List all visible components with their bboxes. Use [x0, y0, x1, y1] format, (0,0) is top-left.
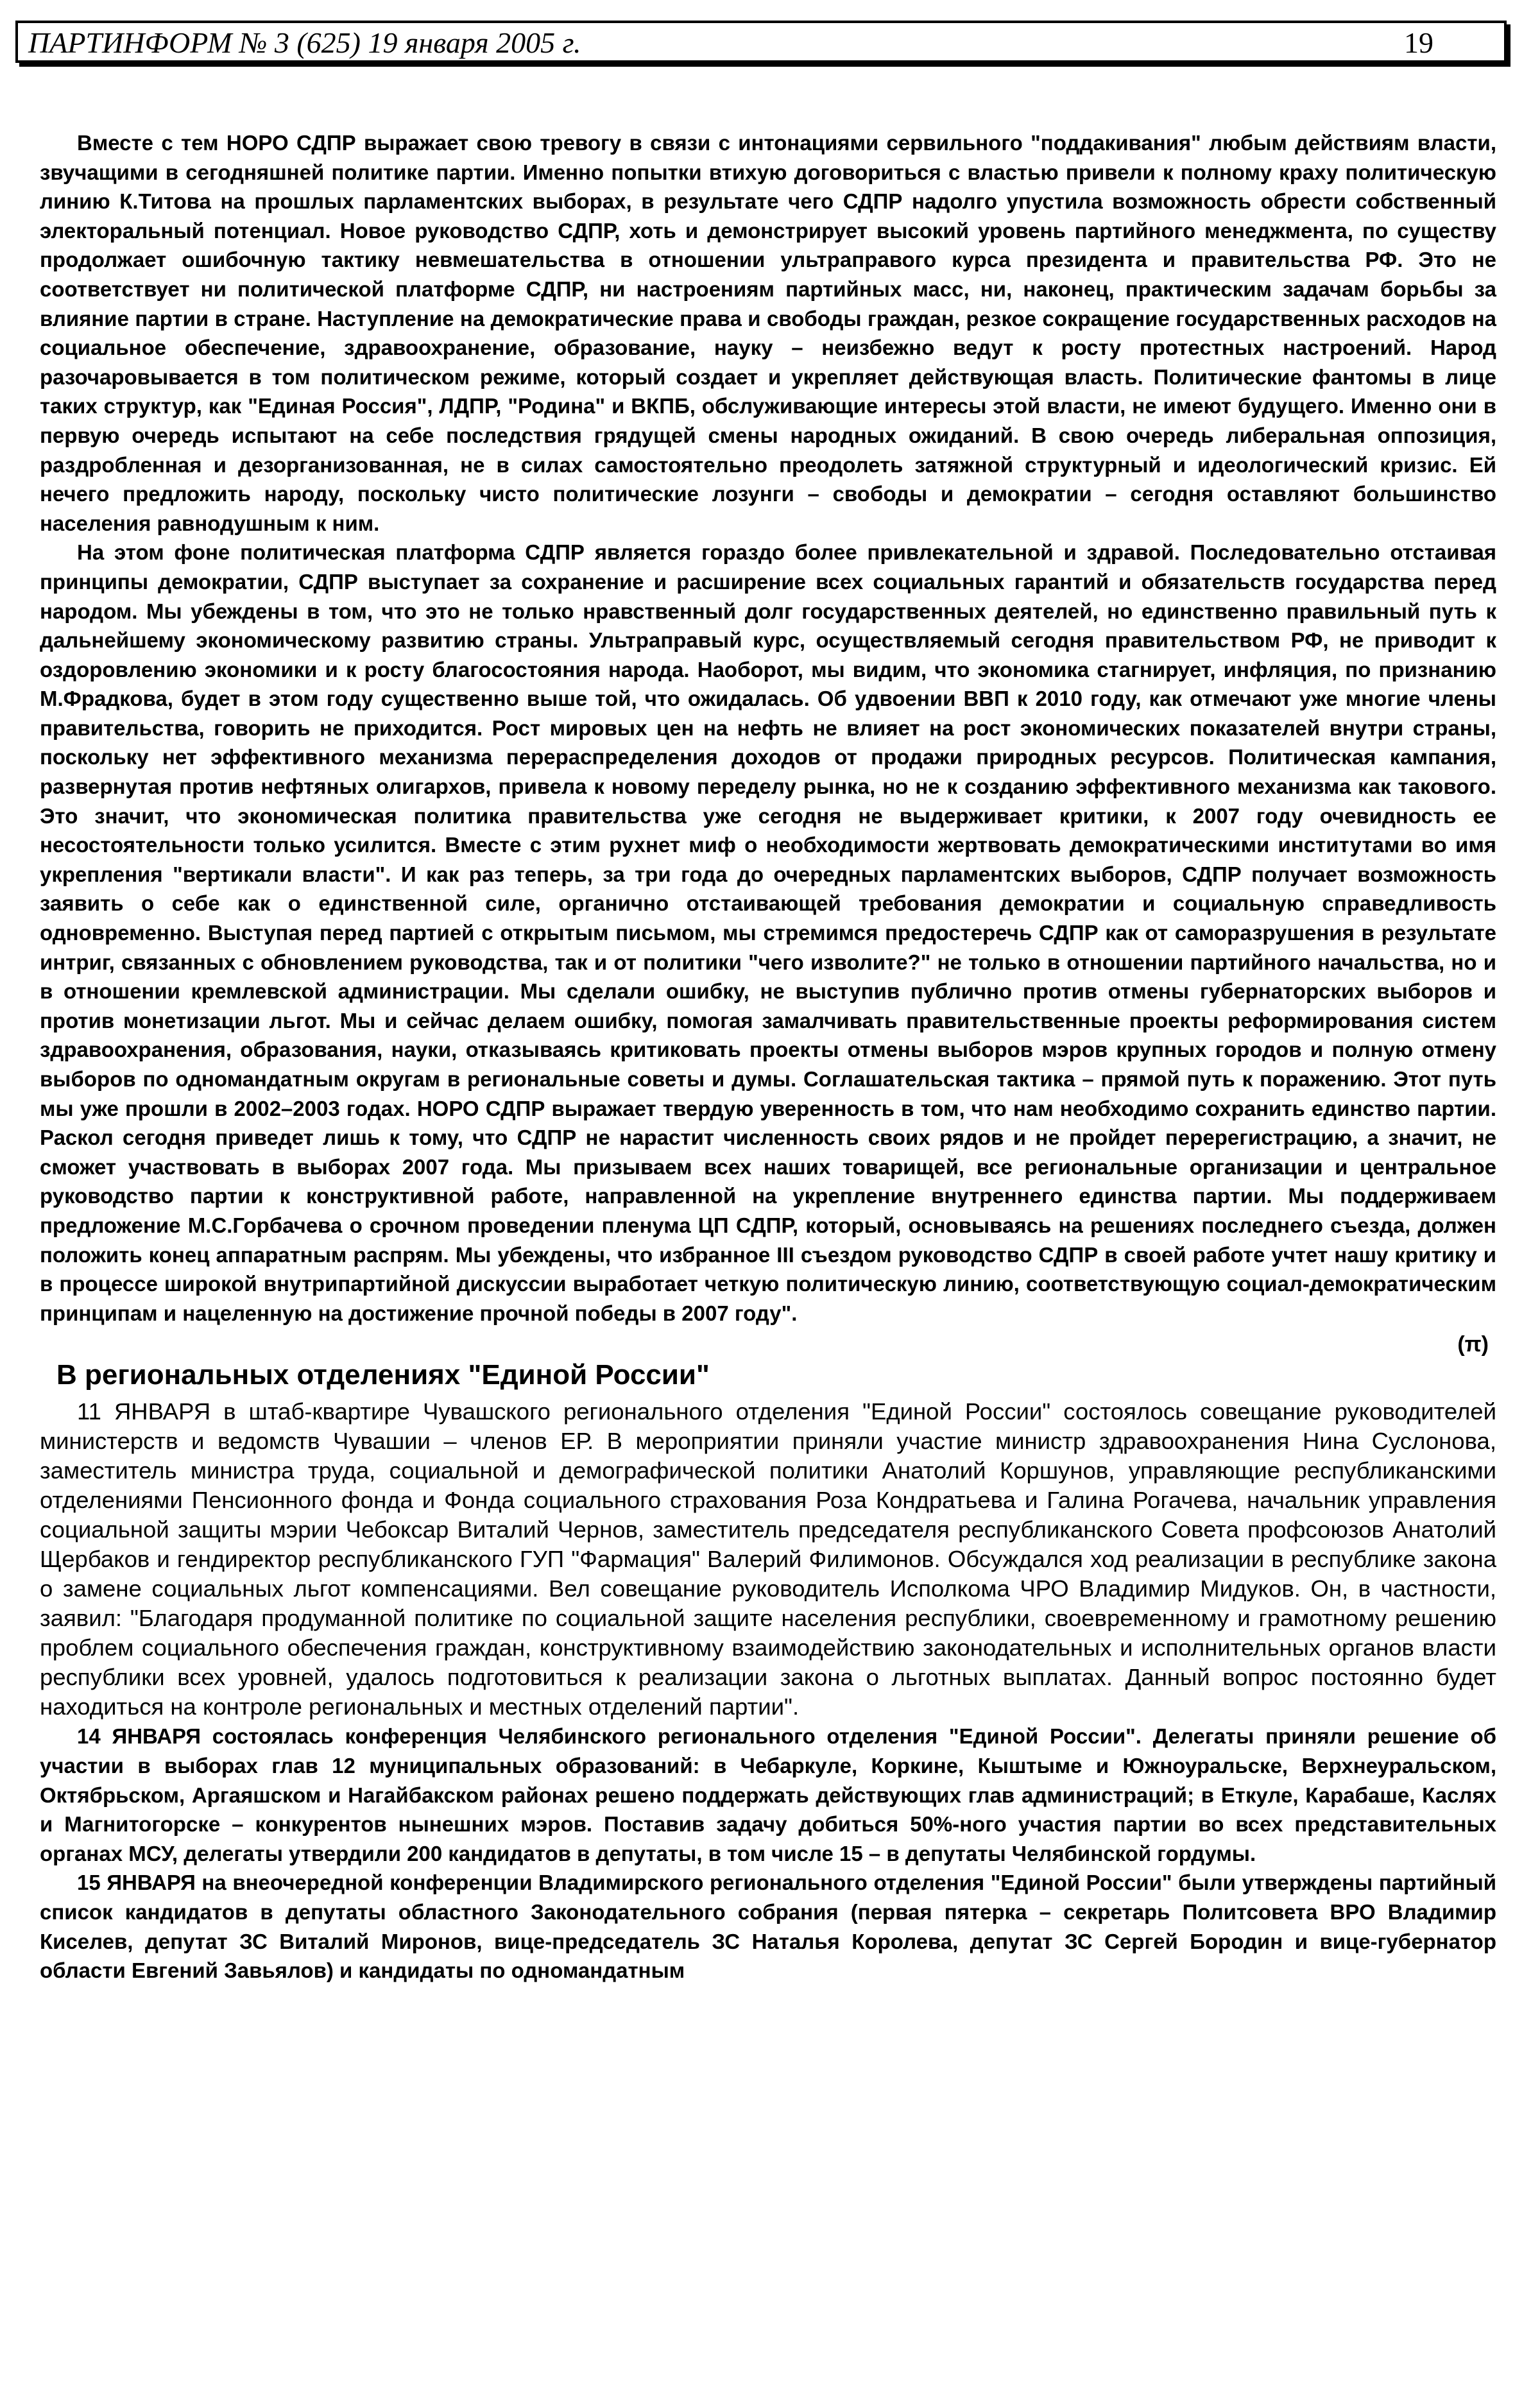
- article-paragraph: 15 ЯНВАРЯ на внеочередной конференции Владимирского регионального отделения "Единой России" были утверждены партийный список кандидатов в депутаты областного Законодательного собрания (первая пятерка – секретарь Политсовета ВРО Владимир Киселев, депутат ЗС Виталий Миронов, вице-председатель ЗС Наталья Королева, депутат ЗС Сергей Бородин и вице-губернатор области Евгений Завьялов) и кандидаты по одномандатным: [40, 1871, 1496, 1983]
- article-paragraph: 11 ЯНВАРЯ в штаб-квартире Чувашского регионального отделения "Единой России" состоялось совещание руководителей министерств и ведомств Чувашии – членов ЕР. В мероприятии приняли участие министр здравоохранения Нина Суслонова, заместитель министра труда, социальной и демографической политики Анатолий Коршунов, управляющие республиканскими отделениями Пенсионного фонда и Фонда социального страхования Роза Кондратьева и Галина Рогачева, начальник управления социальной защиты мэрии Чебоксар Виталий Чернов, заместитель председателя республиканского Совета профсоюзов Анатолий Щербаков и гендиректор республиканского ГУП "Фармация" Валерий Филимонов. Обсуждался ход реализации в республике закона о замене социальных льгот компенсациями. Вел совещание руководитель Исполкома ЧРО Владимир Мидуков. Он, в частности, заявил: "Благодаря продуманной политике по социальной защите населения республики, своевременному и грамотному решению проблем социального обеспечения граждан, конструктивному взаимодействию законодательных и исполнительных органов власти республики всех уровней, удалось подготовиться к реализации закона о льготных выплатах. Данный вопрос постоянно будет находиться на контроле региональных и местных отделений партии".: [40, 1398, 1496, 1720]
- section-heading: В региональных отделениях "Единой России": [56, 1359, 710, 1391]
- article-paragraph: Вместе с тем НОРО СДПР выражает свою тревогу в связи с интонациями сервильного "поддакивания" любым действиям власти, звучащими в сегодняшней политике партии. Именно попытки втихую договориться с властью привели к полному краху политическую линию К.Титова на прошлых парламентских выборах, в результате чего СДПР надолго упустила возможность обрести собственный электоральный потенциал. Новое руководство СДПР, хоть и демонстрирует высокий уровень партийного менеджмента, по существу продолжает ошибочную тактику невмешательства в отношении ультраправого курса президента и правительства РФ. Это не соответствует ни политической платформе СДПР, ни настроениям партийных масс, ни, наконец, практическим задачам борьбы за влияние партии в стране. Наступление на демократические права и свободы граждан, резкое сокращение государственных расходов на социальное обеспечение, здравоохранение, образование, науку – неизбежно ведут к росту протестных настроений. Народ разочаровывается в том политическом режиме, который создает и укрепляет действующая власть. Политические фантомы в лице таких структур, как "Единая Россия", ЛДПР, "Родина" и ВКПБ, обслуживающие интересы этой власти, не имеют будущего. Именно они в первую очередь испытают на себе последствия грядущей смены народных ожиданий. В свою очередь либеральная оппозиция, раздробленная и дезорганизованная, не в силах самостоятельно преодолеть затяжной структурный и идеологический кризис. Ей нечего предложить народу, поскольку чисто политические лозунги – свободы и демократии – сегодня оставляют большинство населения равнодушным к ним.: [40, 131, 1496, 535]
- article-paragraph: 14 ЯНВАРЯ состоялась конференция Челябинского регионального отделения "Единой России". Делегаты приняли решение об участии в выборах глав 12 муниципальных образований: в Чебаркуле, Коркине, Кыштыме и Южноуральске, Верхнеуральском, Октябрьском, Аргаяшском и Нагайбакском районах решено поддержать действующих глав администраций; в Еткуле, Карабаше, Каслях и Магнитогорске – конкурентов нынешних мэров. Поставив задачу добиться 50%-ного участия партии во всех представительных органах МСУ, делегаты утвердили 200 кандидатов в депутаты, в том числе 15 – в депутаты Челябинской гордумы.: [40, 1724, 1496, 1865]
- article-paragraph: На этом фоне политическая платформа СДПР является гораздо более привлекательной и здравой. Последовательно отстаивая принципы демократии, СДПР выступает за сохранение и расширение всех социальных гарантий и обязательств государства перед народом. Мы убеждены в том, что это не только нравственный долг государственных деятелей, но единственно правильный путь к дальнейшему экономическому развитию страны. Ультраправый курс, осуществляемый сегодня правительством РФ, не приводит к оздоровлению экономики и к росту благосостояния народа. Наоборот, мы видим, что экономика стагнирует, инфляция, по признанию М.Фрадкова, будет в этом году существенно выше той, что ожидалась. Об удвоении ВВП к 2010 году, как отмечают уже многие члены правительства, говорить не приходится. Рост мировых цен на нефть не влияет на рост экономических показателей внутри страны, поскольку нет эффективного механизма перераспределения доходов от продажи природных ресурсов. Политическая кампания, развернутая против нефтяных олигархов, привела к новому переделу рынка, но не к созданию эффективного механизма как такового. Это значит, что экономическая политика правительства уже сегодня не выдерживает критики, к 2007 году очевидность ее несостоятельности только усилится. Вместе с этим рухнет миф о необходимости жертвовать демократическими институтами во имя укрепления "вертикали власти". И как раз теперь, за три года до очередных парламентских выборов, СДПР получает возможность заявить о себе как о единственной силе, органично отстаивающей требования демократии и социальную справедливость одновременно. Выступая перед партией с открытым письмом, мы стремимся предостеречь СДПР как от саморазрушения в результате интриг, связанных с обновлением руководства, так и от политики "чего изволите?" не только в отношении партийного начальства, но и в отношении кремлевской администрации. Мы сделали ошибку, не выступив публично против отмены губернаторских выборов и против монетизации льгот. Мы и сейчас делаем ошибку, помогая замалчивать правительственные проекты реформирования систем здравоохранения, образования, науки, отказываясь критиковать проекты отмены выборов мэров крупных городов и полную отмену выборов по одномандатным округам в региональные советы и думы. Соглашательская тактика – прямой путь к поражению. Этот путь мы уже прошли в 2002–2003 годах. НОРО СДПР выражает твердую уверенность в том, что нам необходимо сохранить единство партии. Раскол сегодня приведет лишь к тому, что СДПР не нарастит численность своих рядов и не пройдет перерегистрацию, а значит, не сможет участвовать в выборах 2007 года. Мы призываем всех наших товарищей, все региональные организации и центральное руководство партии к конструктивной работе, направленной на укрепление внутреннего единства партии. Мы поддерживаем предложение М.С.Горбачева о срочном проведении пленума ЦП СДПР, который, основываясь на решениях последнего съезда, должен положить конец аппаратным распрям. Мы убеждены, что избранное III съездом руководство СДПР в своей работе учтет нашу критику и в процессе широкой внутрипартийной дискуссии выработает четкую политическую линию, соответствующую социал-демократическим принципам и нацеленную на достижение прочной победы в 2007 году".: [40, 540, 1496, 1325]
- publication-title: ПАРТИНФОРМ № 3 (625) 19 января 2005 г.: [28, 26, 581, 59]
- page-header: [15, 21, 1507, 63]
- author-signature: (π): [1457, 1332, 1489, 1357]
- page-content: [40, 128, 1496, 1985]
- page-number: 19: [1404, 26, 1433, 59]
